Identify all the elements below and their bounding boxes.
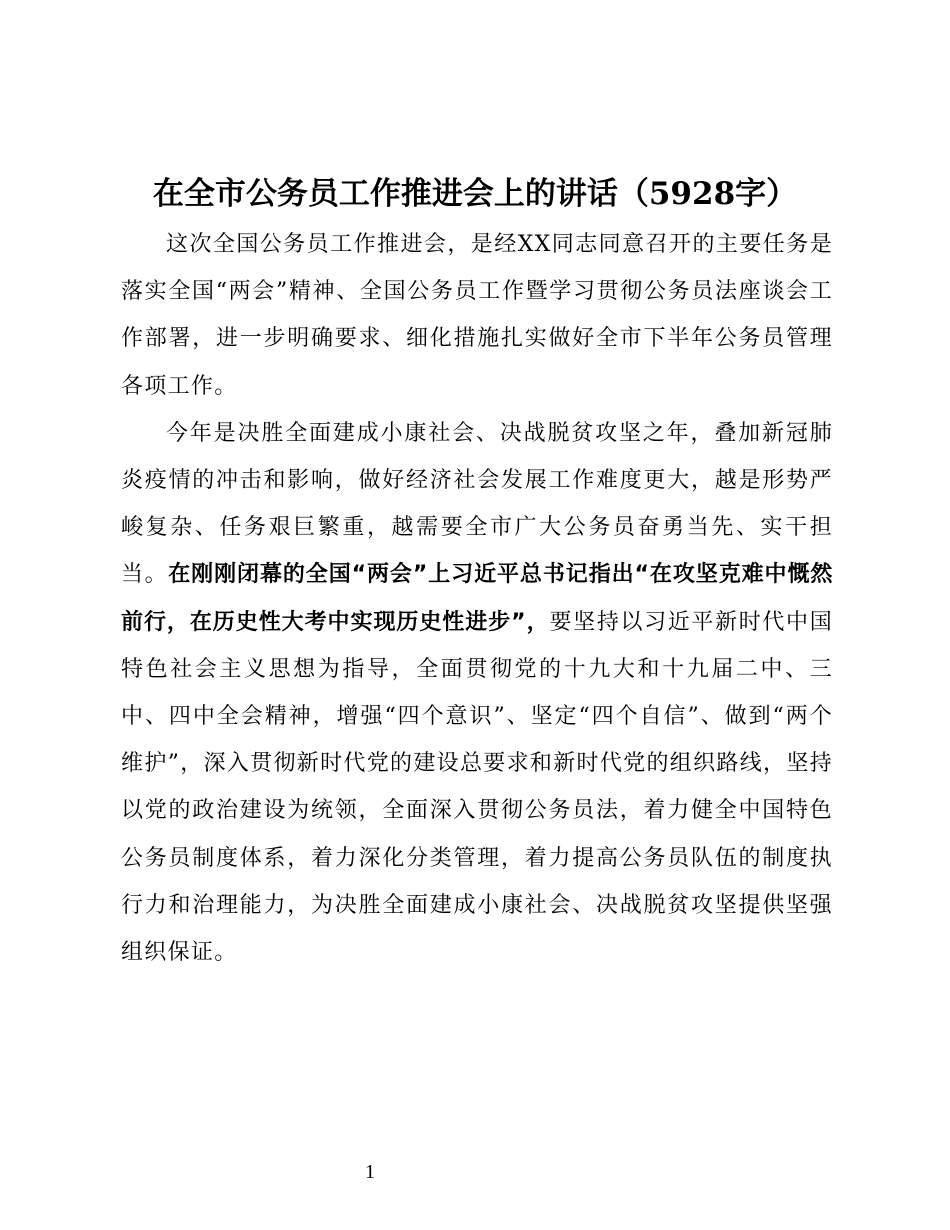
paragraph-2 xyxy=(121,410,833,976)
paragraph-2-bold-quote: 在刚刚闭幕的全国“两会”上习近平总书记指出“在攻坚克难中慨然前行，在历史性大考中实现历史性进步”， xyxy=(121,562,833,635)
paragraph-2-text-before: 今年是决胜全面建成小康社会、决战脱贫攻坚之年，叠加新冠肺炎疫情的冲击和影响，做好经济社会发展工作难度更大，越是形势严峻复杂、任务艰巨繁重，越需要全市广大公务员奋勇当先、实干担当。 xyxy=(121,420,833,588)
paragraph-2-text-after: 要坚持以习近平新时代中国特色社会主义思想为指导，全面贯彻党的十九大和十九届二中、三中、四中全会精神，增强“四个意识”、坚定“四个自信”、做到“两个维护”，深入贯彻新时代党的建设总要求和新时代党的组织路线，坚持以党的政治建设为统领，全面深入贯彻公务员法，着力健全中国特色公务员制度体系，着力深化分类管理，着力提高公务员队伍的制度执行力和治理能力，为决胜全面建成小康社会、决战脱贫攻坚提供坚强组织保证。 xyxy=(121,609,833,966)
document-title: 在全市公务员工作推进会上的讲话（5928字） xyxy=(152,176,798,212)
document-body xyxy=(121,221,833,976)
paragraph-1: 这次全国公务员工作推进会，是经XX同志同意召开的主要任务是落实全国“两会”精神、全国公务员工作暨学习贯彻公务员法座谈会工作部署，进一步明确要求、细化措施扎实做好全市下半年公务员管理各项工作。 xyxy=(121,232,833,399)
page-number: 1 xyxy=(365,1161,375,1183)
